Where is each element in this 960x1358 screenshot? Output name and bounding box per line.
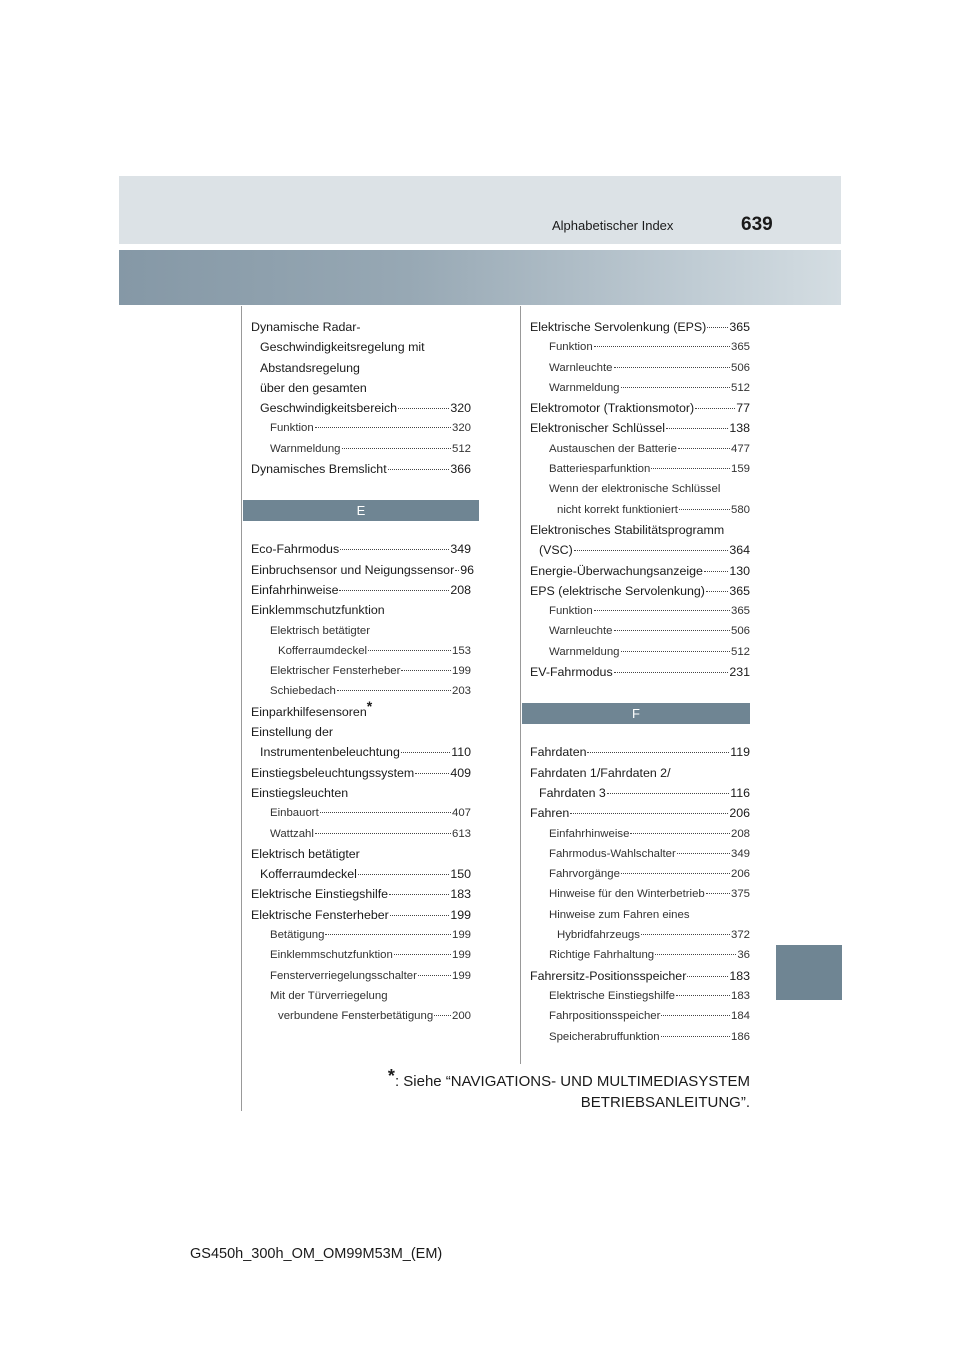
index-entry-page: 375: [730, 888, 750, 901]
index-entry-label: Elektrische Einstiegshilfe: [549, 989, 675, 1002]
index-entry[interactable]: [530, 337, 750, 357]
index-entry[interactable]: [251, 884, 471, 904]
index-entry-page: 183: [450, 887, 471, 902]
index-entry[interactable]: [530, 581, 750, 601]
index-entry-page: 199: [451, 929, 471, 942]
index-entry-label: Einstiegsbeleuchtungssystem: [251, 765, 415, 780]
index-entry-heading: Elektronisches Stabilitätsprogramm: [530, 522, 725, 537]
index-entry[interactable]: [530, 398, 750, 418]
dot-leader: [587, 752, 729, 753]
index-entry[interactable]: [530, 358, 750, 378]
dot-leader: [315, 833, 451, 834]
dot-leader: [315, 427, 451, 428]
index-entry[interactable]: [251, 803, 471, 823]
index-entry-label: Fahren: [530, 806, 570, 821]
index-entry[interactable]: [530, 540, 750, 560]
asterisk-marker: *: [366, 697, 373, 714]
index-entry[interactable]: [530, 500, 750, 520]
dot-leader: [574, 550, 729, 551]
index-entry-label: Elektrische Fensterheber: [251, 907, 389, 922]
index-entry-page: 159: [730, 463, 750, 476]
index-entry-page: 506: [730, 361, 750, 374]
index-entry-page: 407: [451, 807, 471, 820]
index-entry-page: 349: [730, 847, 750, 860]
index-entry-page: 231: [729, 665, 750, 680]
index-entry[interactable]: [251, 439, 471, 459]
dot-leader: [614, 672, 729, 673]
index-entry-heading: Einstiegsleuchten: [251, 785, 349, 800]
index-entry-page: 200: [451, 1010, 471, 1023]
index-entry-label: Einparkhilfesensoren: [251, 704, 367, 719]
dot-leader: [614, 630, 730, 631]
index-entry-label: Schiebedach: [270, 685, 336, 698]
index-entry-label: Warnmeldung: [549, 381, 620, 394]
dot-leader: [707, 327, 728, 328]
index-entry[interactable]: [251, 661, 471, 681]
dot-leader: [676, 995, 730, 996]
index-entry[interactable]: [251, 925, 471, 945]
index-entry[interactable]: [530, 561, 750, 581]
index-entry-label: Warnmeldung: [270, 442, 341, 455]
index-entry-page: 110: [451, 745, 471, 760]
dot-leader: [594, 346, 730, 347]
index-entry-label: Fensterverriegelungsschalter: [270, 969, 417, 982]
index-entry[interactable]: [251, 864, 471, 884]
dot-leader: [621, 651, 730, 652]
index-entry-label: Dynamisches Bremslicht: [251, 462, 387, 477]
index-entry-label: verbundene Fensterbetätigung: [278, 1010, 434, 1023]
index-entry[interactable]: [251, 560, 474, 580]
index-entry-page: 372: [730, 929, 750, 942]
dot-leader: [415, 773, 449, 774]
index-entry-page: 206: [729, 806, 750, 821]
index-entry-label: EV-Fahrmodus: [530, 665, 613, 680]
index-entry-page: 477: [730, 442, 750, 455]
index-entry[interactable]: [251, 459, 471, 479]
index-entry-page: 512: [730, 645, 750, 658]
index-entry-heading: Fahrdaten 1/Fahrdaten 2/: [530, 765, 671, 780]
index-entry[interactable]: [251, 398, 471, 418]
index-entry-page: 96: [460, 562, 474, 577]
index-entry-page: 199: [450, 907, 471, 922]
dot-leader: [655, 954, 736, 955]
index-entry[interactable]: [530, 459, 750, 479]
index-entry[interactable]: [530, 925, 750, 945]
index-entry-page: 206: [730, 868, 750, 881]
index-entry[interactable]: [530, 317, 750, 337]
dot-leader: [607, 793, 729, 794]
index-entry-label: Hybridfahrzeugs: [557, 929, 640, 942]
index-entry-label: Wattzahl: [270, 827, 314, 840]
index-entry-label: Speicherabruffunktion: [549, 1030, 660, 1043]
dot-leader: [687, 976, 728, 977]
index-entry-page: 203: [451, 685, 471, 698]
index-entry-label: Einklemmschutzfunktion: [270, 949, 393, 962]
index-entry[interactable]: [530, 601, 750, 621]
index-entry[interactable]: [530, 662, 750, 682]
index-entry-page: 153: [451, 644, 471, 657]
index-entry-label: Geschwindigkeitsbereich: [260, 401, 398, 416]
index-entry-page: 506: [730, 625, 750, 638]
index-entry-heading: Wenn der elektronische Schlüssel: [549, 483, 721, 496]
index-entry[interactable]: [251, 681, 471, 701]
index-entry-page: 199: [451, 969, 471, 982]
index-entry-page: 150: [450, 867, 471, 882]
dot-leader: [621, 873, 730, 874]
dot-leader: [666, 428, 728, 429]
footnote-line-2: BETRIEBSANLEITUNG”.: [580, 1094, 750, 1111]
index-entry-page: 184: [730, 1010, 750, 1023]
index-entry[interactable]: [251, 742, 471, 762]
index-entry[interactable]: [530, 986, 750, 1006]
dot-leader: [677, 853, 730, 854]
index-entry[interactable]: [530, 742, 750, 762]
index-entry-label: Funktion: [549, 605, 593, 618]
index-entry-page: 130: [729, 563, 750, 578]
dot-leader: [704, 571, 728, 572]
index-entry-label: Elektrische Einstiegshilfe: [251, 887, 389, 902]
index-entry-label: Warnleuchte: [549, 361, 613, 374]
dot-leader: [630, 833, 730, 834]
index-entry-label: Funktion: [270, 422, 314, 435]
index-entry[interactable]: [530, 418, 750, 438]
index-entry-external: [251, 697, 471, 722]
dot-leader: [679, 509, 730, 510]
index-entry-page: 512: [730, 381, 750, 394]
index-entry-label: Austauschen der Batterie: [549, 442, 677, 455]
header-band: [119, 176, 841, 244]
index-entry-label: Warnleuchte: [549, 625, 613, 638]
index-column-right: [530, 317, 750, 1047]
dot-leader: [394, 954, 451, 955]
index-entry[interactable]: [530, 844, 750, 864]
index-entry-heading: Einstellung der: [251, 725, 333, 740]
dot-leader: [340, 549, 449, 550]
index-entry-heading: Dynamische Radar-: [251, 320, 361, 334]
index-entry-label: Fahrdaten: [530, 745, 587, 760]
index-entry[interactable]: [530, 1027, 750, 1047]
dot-leader: [325, 934, 451, 935]
index-entry[interactable]: [251, 763, 471, 783]
index-entry-label: Kofferraumdeckel: [278, 644, 368, 657]
index-entry-label: Eco-Fahrmodus: [251, 542, 340, 557]
dot-leader: [706, 591, 728, 592]
dot-leader: [368, 650, 451, 651]
page-section-title: Alphabetischer Index: [552, 218, 674, 233]
index-entry-page: 183: [729, 968, 750, 983]
index-entry[interactable]: [530, 945, 750, 965]
index-entry-page: 208: [730, 827, 750, 840]
dot-leader: [594, 610, 730, 611]
index-entry-label: Instrumentenbeleuchtung: [260, 745, 400, 760]
index-entry-page: 409: [450, 765, 471, 780]
index-entry-label: Elektromotor (Traktionsmotor): [530, 401, 695, 416]
index-entry-page: 366: [450, 462, 471, 477]
index-entry[interactable]: [530, 966, 750, 986]
dot-leader: [339, 590, 449, 591]
footnote: [384, 1066, 750, 1113]
index-entry-label: Fahrdaten 3: [539, 785, 606, 800]
dot-leader: [695, 408, 735, 409]
index-entry-page: 116: [730, 785, 750, 800]
index-entry-page: 186: [730, 1030, 750, 1043]
index-entry-page: 365: [729, 320, 750, 334]
index-entry-label: Richtige Fahrhaltung: [549, 949, 655, 962]
index-entry-page: 364: [729, 543, 750, 558]
footnote-star: *: [387, 1066, 395, 1086]
dot-leader: [320, 812, 451, 813]
dot-leader: [398, 408, 449, 409]
index-entry-page: 208: [450, 582, 471, 597]
index-entry-page: 119: [730, 745, 750, 760]
index-entry-label: Fahrmodus-Wahlschalter: [549, 847, 676, 860]
index-entry-page: 320: [451, 422, 471, 435]
index-entry[interactable]: [530, 864, 750, 884]
dot-leader: [401, 670, 451, 671]
index-entry[interactable]: [251, 1006, 471, 1026]
index-entry-label: Einbruchsensor und Neigungssensor: [251, 562, 455, 577]
index-entry-label: Einfahrhinweise: [549, 827, 630, 840]
index-entry-page: 138: [729, 421, 750, 436]
dot-leader: [706, 893, 730, 894]
document-code: GS450h_300h_OM_OM99M53M_(EM): [190, 1246, 443, 1262]
dot-leader: [389, 894, 449, 895]
index-entry[interactable]: [251, 418, 471, 438]
section-letter-f: F: [522, 703, 750, 724]
index-entry-page: 199: [451, 665, 471, 678]
index-entry-page: 365: [730, 605, 750, 618]
index-entry[interactable]: [251, 945, 471, 965]
index-entry-heading: Elektrisch betätigter: [251, 846, 360, 861]
index-entry[interactable]: [530, 621, 750, 641]
index-entry-heading: Hinweise zum Fahren eines: [549, 908, 690, 921]
index-entry-page: 183: [730, 989, 750, 1002]
index-entry[interactable]: [251, 580, 471, 600]
dot-leader: [678, 448, 730, 449]
index-entry-label: Betätigung: [270, 929, 325, 942]
page-number: 639: [741, 214, 773, 235]
index-entry-page: 580: [730, 503, 750, 516]
index-entry-label: Funktion: [549, 341, 593, 354]
index-entry[interactable]: [530, 824, 750, 844]
index-entry[interactable]: [530, 884, 750, 904]
index-entry-heading: Mit der Türverriegelung: [270, 989, 388, 1002]
index-entry-label: Elektronischer Schlüssel: [530, 421, 665, 436]
index-entry[interactable]: [251, 641, 471, 661]
index-entry-page: 365: [729, 583, 750, 598]
index-entry-label: (VSC): [539, 543, 573, 558]
index-entry[interactable]: [530, 642, 750, 662]
index-entry-page: 199: [451, 949, 471, 962]
index-entry-label: Einbauort: [270, 807, 319, 820]
index-entry-label: EPS (elektrische Servolenkung): [530, 583, 705, 598]
index-entry[interactable]: [251, 824, 471, 844]
index-entry-page: 613: [451, 827, 471, 840]
index-entry[interactable]: [530, 378, 750, 398]
index-entry-label: Einfahrhinweise: [251, 582, 339, 597]
index-entry-page: 365: [730, 341, 750, 354]
index-entry-label: Kofferraumdeckel: [260, 867, 357, 882]
dot-leader: [641, 934, 730, 935]
index-entry[interactable]: [530, 803, 750, 823]
dot-leader: [358, 874, 449, 875]
index-entry-heading: Elektrisch betätigter: [270, 624, 371, 637]
index-entry-label: Hinweise für den Winterbetrieb: [549, 888, 705, 901]
index-entry[interactable]: [530, 439, 750, 459]
index-entry-page: 349: [450, 542, 471, 557]
index-entry-page: 320: [450, 401, 471, 416]
index-entry-label: Fahrpositionsspeicher: [549, 1010, 661, 1023]
index-entry-label: Energie-Überwachungsanzeige: [530, 563, 703, 578]
dot-leader: [434, 1015, 451, 1016]
column-divider-middle: [520, 306, 521, 1064]
footnote-line-1: : Siehe “NAVIGATIONS- UND MULTIMEDIASYSTEM: [394, 1073, 750, 1090]
dot-leader: [401, 752, 450, 753]
index-entry-label: Elektrischer Fensterheber: [270, 665, 401, 678]
dot-leader: [390, 915, 450, 916]
index-entry-label: Elektrische Servolenkung (EPS): [530, 320, 707, 334]
index-entry-heading: Geschwindigkeitsregelung mit: [260, 340, 425, 355]
dot-leader: [418, 975, 451, 976]
index-entry-page: 512: [451, 442, 471, 455]
dot-leader: [661, 1015, 730, 1016]
index-entry[interactable]: [251, 539, 471, 559]
index-entry[interactable]: [251, 905, 471, 925]
index-entry-page: 36: [737, 949, 750, 962]
index-entry-label: nicht korrekt funktioniert: [557, 503, 678, 516]
dot-leader: [337, 690, 451, 691]
index-entry-label: Fahrersitz-Positionsspeicher: [530, 968, 687, 983]
index-entry-page: 77: [736, 401, 750, 416]
dot-leader: [614, 367, 730, 368]
dot-leader: [651, 468, 730, 469]
dot-leader: [661, 1036, 730, 1037]
index-entry-label: Warnmeldung: [549, 645, 620, 658]
index-entry-label: Fahrvorgänge: [549, 868, 620, 881]
chapter-tab: [776, 945, 842, 1000]
index-entry-label: Batteriesparfunktion: [549, 463, 651, 476]
decorative-gradient-band: [119, 250, 841, 305]
index-column-left: [251, 317, 474, 1027]
index-entry[interactable]: [530, 1006, 750, 1026]
column-divider-left: [241, 306, 242, 1111]
index-entry[interactable]: [251, 966, 471, 986]
index-entry-heading: über den gesamten: [260, 380, 367, 395]
dot-leader: [342, 448, 451, 449]
section-letter-e: E: [243, 500, 479, 521]
dot-leader: [621, 387, 730, 388]
dot-leader: [570, 813, 728, 814]
dot-leader: [455, 570, 459, 571]
index-entry[interactable]: [530, 783, 750, 803]
index-entry-heading: Abstandsregelung: [260, 360, 360, 375]
index-entry-heading: Einklemmschutzfunktion: [251, 603, 385, 618]
dot-leader: [388, 469, 450, 470]
